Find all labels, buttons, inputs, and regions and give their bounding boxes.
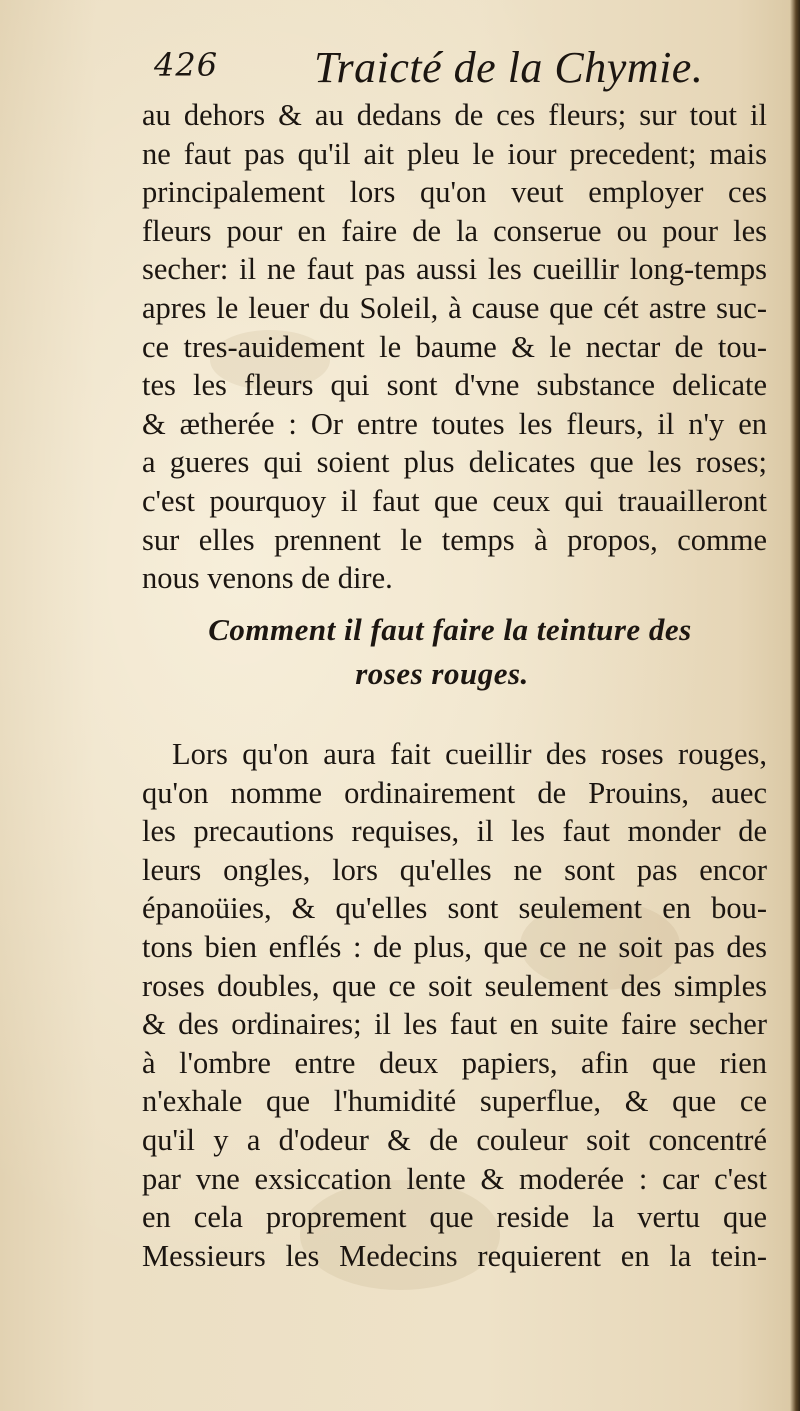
text-line: n'exhale que l'humidité superflue, & que ce [142,1084,767,1119]
text-line: à l'ombre entre deux papiers, afin que rien [142,1045,767,1080]
page-number: 426 [154,46,219,84]
text-line: Messieurs les Medecins requierent en la tein- [142,1238,767,1273]
section-heading-line2: roses rouges. [355,656,529,691]
text-line: a gueres qui soient plus delicates que les roses; [142,445,767,480]
text-line: roses doubles, que ce soit seulement des simples [142,968,767,1003]
text-line: épanoüies, & qu'elles sont seulement en bou- [142,891,767,926]
text-line: Lors qu'on aura fait cueillir des roses rouges, [172,737,767,771]
text-line: en cela proprement que reside la vertu que [142,1200,767,1235]
text-line: & ætherée : Or entre toutes les fleurs, il n'y en [142,406,767,441]
text-line: sur elles prennent le temps à propos, comme [142,522,767,557]
text-line: leurs ongles, lors qu'elles ne sont pas encor [142,852,767,887]
running-title: Traicté de la Chymie. [314,43,704,92]
paragraph-roses [142,735,772,1275]
running-head [148,38,708,98]
text-line: nous venons de dire. [142,561,393,596]
text-line: & des ordinaires; il les faut en suite faire secher [142,1007,767,1042]
text-line: qu'on nomme ordinairement de Prouins, auec [142,775,767,810]
text-line: apres le leuer du Soleil, à cause que cét astre suc- [142,290,767,325]
text-line: les precautions requises, il les faut monder de [142,814,767,849]
text-line: au dehors & au dedans de ces fleurs; sur tout il [142,98,767,132]
text-line: ce tres-auidement le baume & le nectar de tou- [142,329,767,364]
text-line: tes les fleurs qui sont d'vne substance delicate [142,368,767,403]
text-line: ne faut pas qu'il ait pleu le iour precedent; mais [142,136,767,171]
text-line: par vne exsiccation lente & moderée : car c'est [142,1161,767,1196]
text-line: fleurs pour en faire de la conserue ou pour les [142,213,767,248]
text-line: principalement lors qu'on veut employer ces [142,175,767,210]
text-line: secher: il ne faut pas aussi les cueillir long-temps [142,252,767,287]
text-line: c'est pourquoy il faut que ceux qui trauailleront [142,483,767,518]
page-edge-shadow [790,0,800,1411]
paragraph-continuation [142,96,772,598]
text-line: qu'il y a d'odeur & de couleur soit concentré [142,1122,767,1157]
text-line: tons bien enflés : de plus, que ce ne soit pas des [142,929,767,964]
section-heading-line1: Comment il faut faire la teinture des [208,612,692,647]
